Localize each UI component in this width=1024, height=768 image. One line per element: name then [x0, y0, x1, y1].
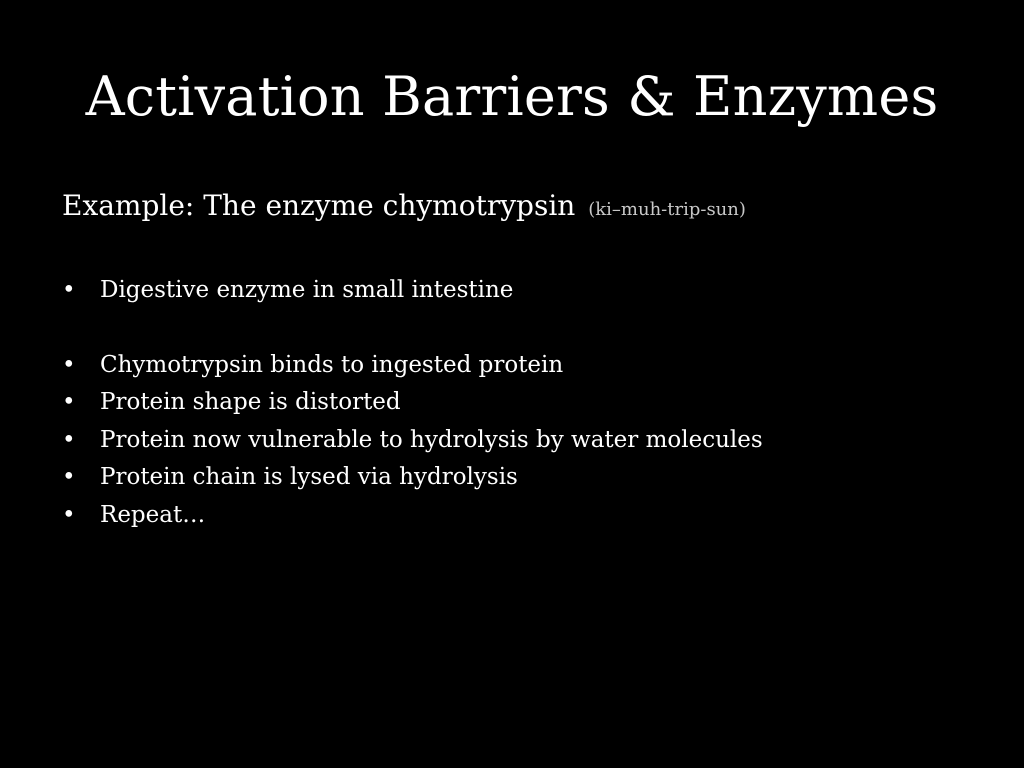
bullet-text: Protein chain is lysed via hydrolysis [100, 464, 518, 490]
slide-subtitle [62, 186, 746, 230]
subtitle-text: Example: The enzyme chymotrypsin [62, 189, 576, 222]
bullet-text: Chymotrypsin binds to ingested protein [100, 351, 564, 378]
bullet-item [62, 347, 982, 385]
bullet-text: Protein now vulnerable to hydrolysis by water molecules [100, 426, 763, 453]
bullet-icon: • [62, 426, 76, 453]
bullet-icon: • [62, 277, 76, 303]
bullet-list [62, 272, 982, 534]
bullet-text: Protein shape is distorted [100, 389, 401, 415]
bullet-icon: • [62, 501, 76, 528]
bullet-item [62, 384, 982, 422]
pronunciation-note: (ki–muh-trip-sun) [588, 199, 746, 220]
bullet-icon: • [62, 464, 76, 490]
slide-title: Activation Barriers & Enzymes [85, 65, 939, 128]
bullet-text: Digestive enzyme in small intestine [100, 277, 514, 303]
bullet-icon: • [62, 389, 76, 415]
bullet-item [62, 497, 982, 535]
bullet-item [62, 422, 982, 460]
bullet-item [62, 272, 982, 310]
bullet-item [62, 459, 982, 497]
bullet-text: Repeat… [100, 501, 206, 528]
bullet-icon: • [62, 351, 76, 378]
